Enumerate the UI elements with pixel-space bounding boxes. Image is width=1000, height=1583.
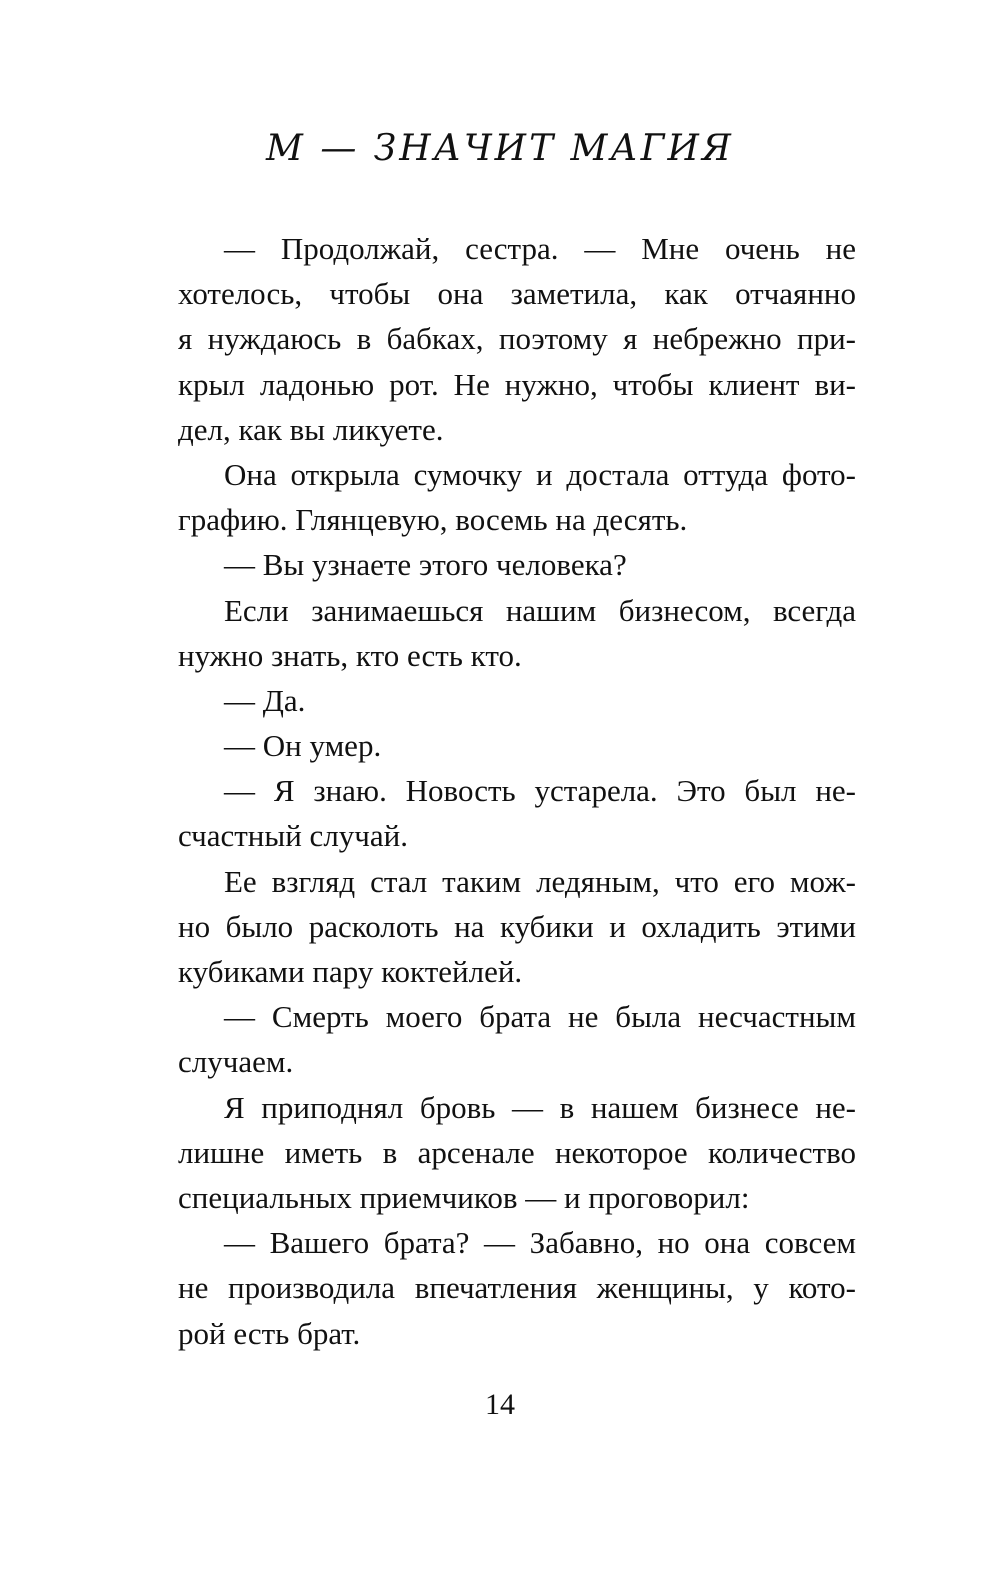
text-line: — Смерть моего брата не была несчастным xyxy=(224,999,856,1035)
text-line: специальных приемчиков — и проговорил: xyxy=(178,1179,750,1215)
text-line: нужно знать, кто есть кто. xyxy=(178,637,522,673)
text-line: хотелось, чтобы она заметила, как отчаянно xyxy=(178,276,856,312)
text-line: — Я знаю. Новость устарела. Это был не- xyxy=(224,773,856,809)
text-line: Она открыла сумочку и достала оттуда фото- xyxy=(224,456,856,492)
text-line: — Да. xyxy=(224,682,306,718)
text-line: не производила впечатления женщины, у кото- xyxy=(178,1270,856,1306)
text-line: — Он умер. xyxy=(224,728,382,764)
text-line: лишне иметь в арсенале некоторое количество xyxy=(178,1134,856,1170)
text-line: — Вашего брата? — Забавно, но она совсем xyxy=(224,1225,856,1261)
text-line: Если занимаешься нашим бизнесом, всегда xyxy=(224,592,856,628)
running-head: М — ЗНАЧИТ МАГИЯ xyxy=(266,128,734,169)
text-line: дел, как вы ликуете. xyxy=(178,411,444,447)
text-line: Я приподнял бровь — в нашем бизнесе не- xyxy=(224,1089,856,1125)
text-line: случаем. xyxy=(178,1044,294,1080)
body-text xyxy=(178,226,856,1356)
text-line: Ее взгляд стал таким ледяным, что его мож- xyxy=(224,863,856,899)
text-line: — Продолжай, сестра. — Мне очень не xyxy=(224,231,856,266)
text-line: рой есть брат. xyxy=(178,1315,361,1351)
text-line: графию. Глянцевую, восемь на десять. xyxy=(178,502,688,538)
text-line: крыл ладонью рот. Не нужно, чтобы клиент ви- xyxy=(178,366,856,402)
text-line: кубиками пару коктейлей. xyxy=(178,954,523,989)
text-line: — Вы узнаете этого человека? xyxy=(224,547,627,583)
text-line: но было расколоть на кубики и охладить этими xyxy=(178,908,856,944)
text-line: счастный случай. xyxy=(178,818,408,854)
page-number: 14 xyxy=(485,1388,515,1421)
text-line: я нуждаюсь в бабках, поэтому я небрежно при- xyxy=(178,321,856,357)
